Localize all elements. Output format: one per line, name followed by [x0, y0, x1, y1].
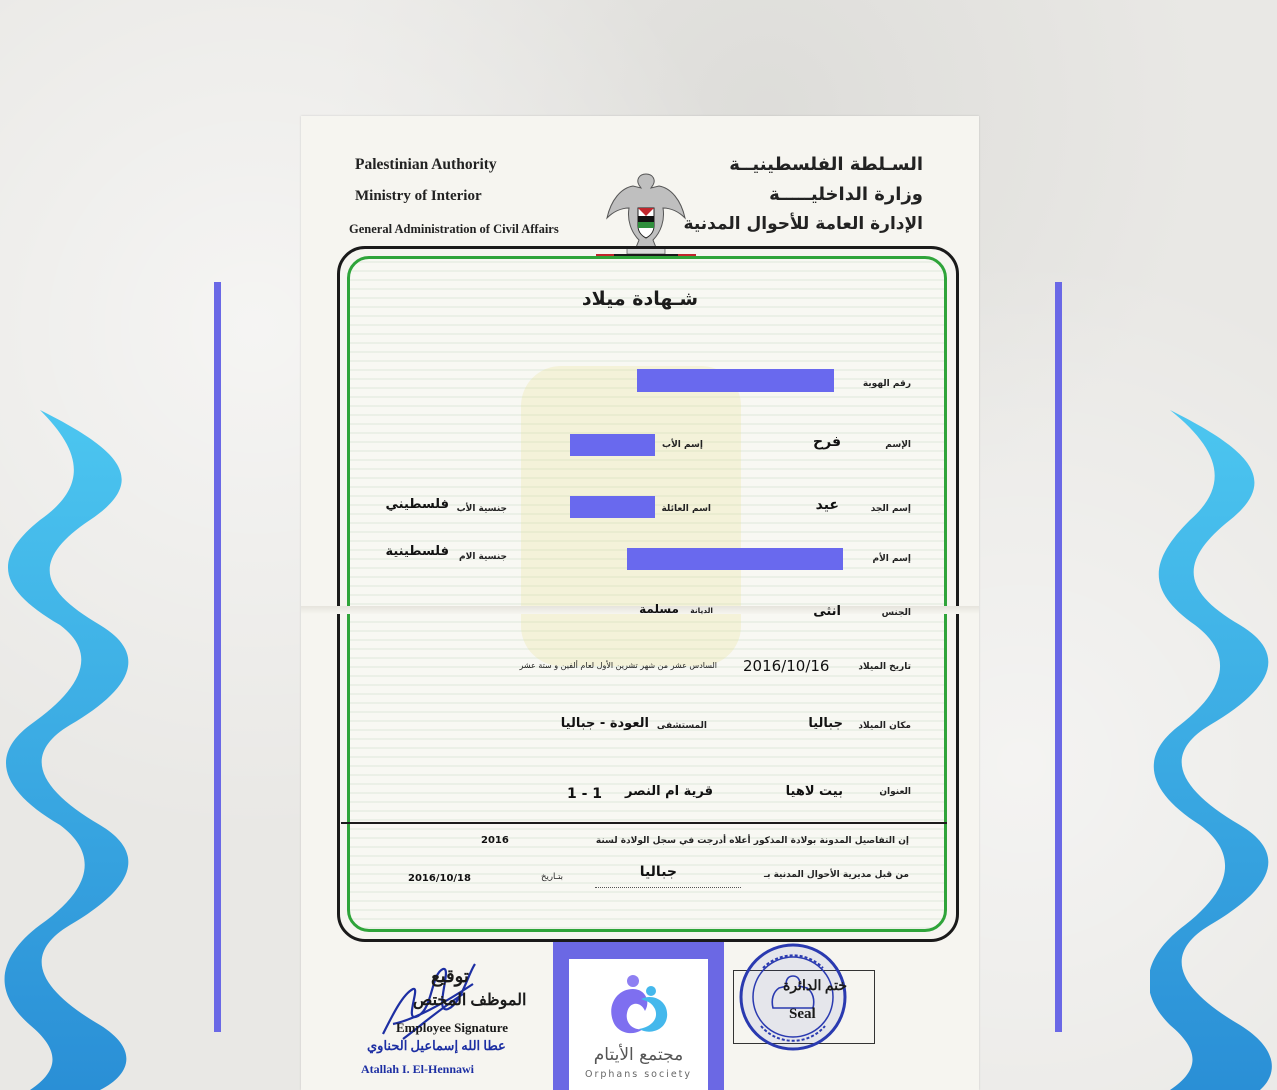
birth-place-value: جباليا — [808, 716, 843, 731]
address-number-value: 1 - 1 — [567, 786, 603, 802]
logo-ar-name: مجتمع الأيتام — [593, 1045, 684, 1065]
header-ar-administration: الإدارة العامة للأحوال المدنية — [683, 214, 923, 234]
birth-date-words: السادس عشر من شهر تشرين الأول لعام ألفين و ستة عشر — [519, 661, 717, 670]
mother-name-label: إسم الأم — [872, 554, 911, 564]
issue-date-value: 2016/10/18 — [408, 873, 471, 884]
issued-by-value: جباليا — [639, 864, 677, 880]
issue-date-label: بتـاريخ — [541, 872, 563, 882]
religion-value: مسلمة — [639, 602, 679, 616]
signature-en-label: Employee Signature — [396, 1020, 509, 1035]
name-value: فرح — [813, 434, 841, 450]
orphans-society-logo — [569, 959, 708, 1090]
header-ar-ministry: وزارة الداخليـــــة — [769, 184, 923, 205]
hospital-value: العودة - جباليا — [560, 716, 649, 731]
mother-nationality-value: فلسطينية — [385, 544, 449, 559]
issued-by-label: من قبل مديرية الأحوال المدنية بـ — [764, 870, 909, 880]
birth-place-label: مكان الميلاد — [858, 721, 911, 731]
grandfather-name-value: عيد — [815, 497, 839, 513]
header-en-administration: General Administration of Civil Affairs — [349, 222, 559, 236]
family-name-redaction — [570, 496, 655, 518]
birth-date-label: تاريخ الميلاد — [858, 662, 911, 672]
right-wave-decoration — [1150, 410, 1277, 1090]
id-number-label: رقم الهوية — [862, 379, 911, 389]
logo-en-name: Orphans society — [584, 1069, 693, 1080]
official-stamp-icon — [733, 938, 853, 1056]
left-wave-decoration — [0, 410, 150, 1090]
birth-date-value: 2016/10/16 — [743, 657, 830, 675]
father-nationality-value: فلسطيني — [385, 497, 449, 512]
id-number-redaction — [637, 369, 834, 392]
mother-nationality-label: جنسية الام — [459, 552, 507, 562]
father-name-redaction — [570, 434, 655, 456]
seal-ar-label: ختم الدائرة — [783, 979, 848, 994]
orphans-society-logo-frame — [553, 942, 724, 1090]
signature-en-name: Atallah I. El-Hennawi — [361, 1062, 475, 1076]
left-accent-bar — [214, 282, 221, 1032]
address-city-value: بيت لاهيا — [785, 784, 843, 799]
footer-divider — [341, 822, 947, 824]
header-en-ministry: Ministry of Interior — [355, 188, 482, 204]
family-name-label: اسم العائلة — [661, 504, 711, 514]
orphans-society-emblem-icon — [603, 971, 675, 1037]
certificate-title: شـهادة ميلاد — [581, 288, 699, 310]
address-area-value: قرية ام النصر — [625, 784, 713, 799]
signature-ar-title: توقيع — [431, 966, 469, 986]
signature-ar-role: الموظف المختص — [413, 992, 527, 1009]
issued-by-underline — [595, 887, 741, 888]
gender-value: انثى — [813, 604, 841, 619]
header-ar-authority: السـلطة الفلسطينيــة — [729, 154, 923, 175]
address-label: العنوان — [879, 787, 911, 797]
father-nationality-label: جنسية الأب — [456, 504, 507, 514]
register-year: 2016 — [481, 835, 509, 846]
signature-ar-name: عطا الله إسماعيل الحناوي — [367, 1038, 506, 1053]
header-en-authority: Palestinian Authority — [355, 156, 497, 173]
seal-en-label: Seal — [789, 1006, 816, 1022]
right-accent-bar — [1055, 282, 1062, 1032]
register-statement: إن التفاصيل المدونة بولادة المذكور أعلاه أدرجت في سجل الولادة لسنة — [595, 836, 909, 846]
gender-label: الجنس — [881, 608, 911, 618]
mother-name-redaction — [627, 548, 843, 570]
father-name-label: إسم الأب — [662, 440, 703, 450]
name-label: الإسم — [885, 440, 911, 450]
grandfather-name-label: إسم الجد — [870, 504, 911, 514]
religion-label: الديانة — [690, 606, 713, 615]
hospital-label: المستشفى — [656, 721, 707, 731]
